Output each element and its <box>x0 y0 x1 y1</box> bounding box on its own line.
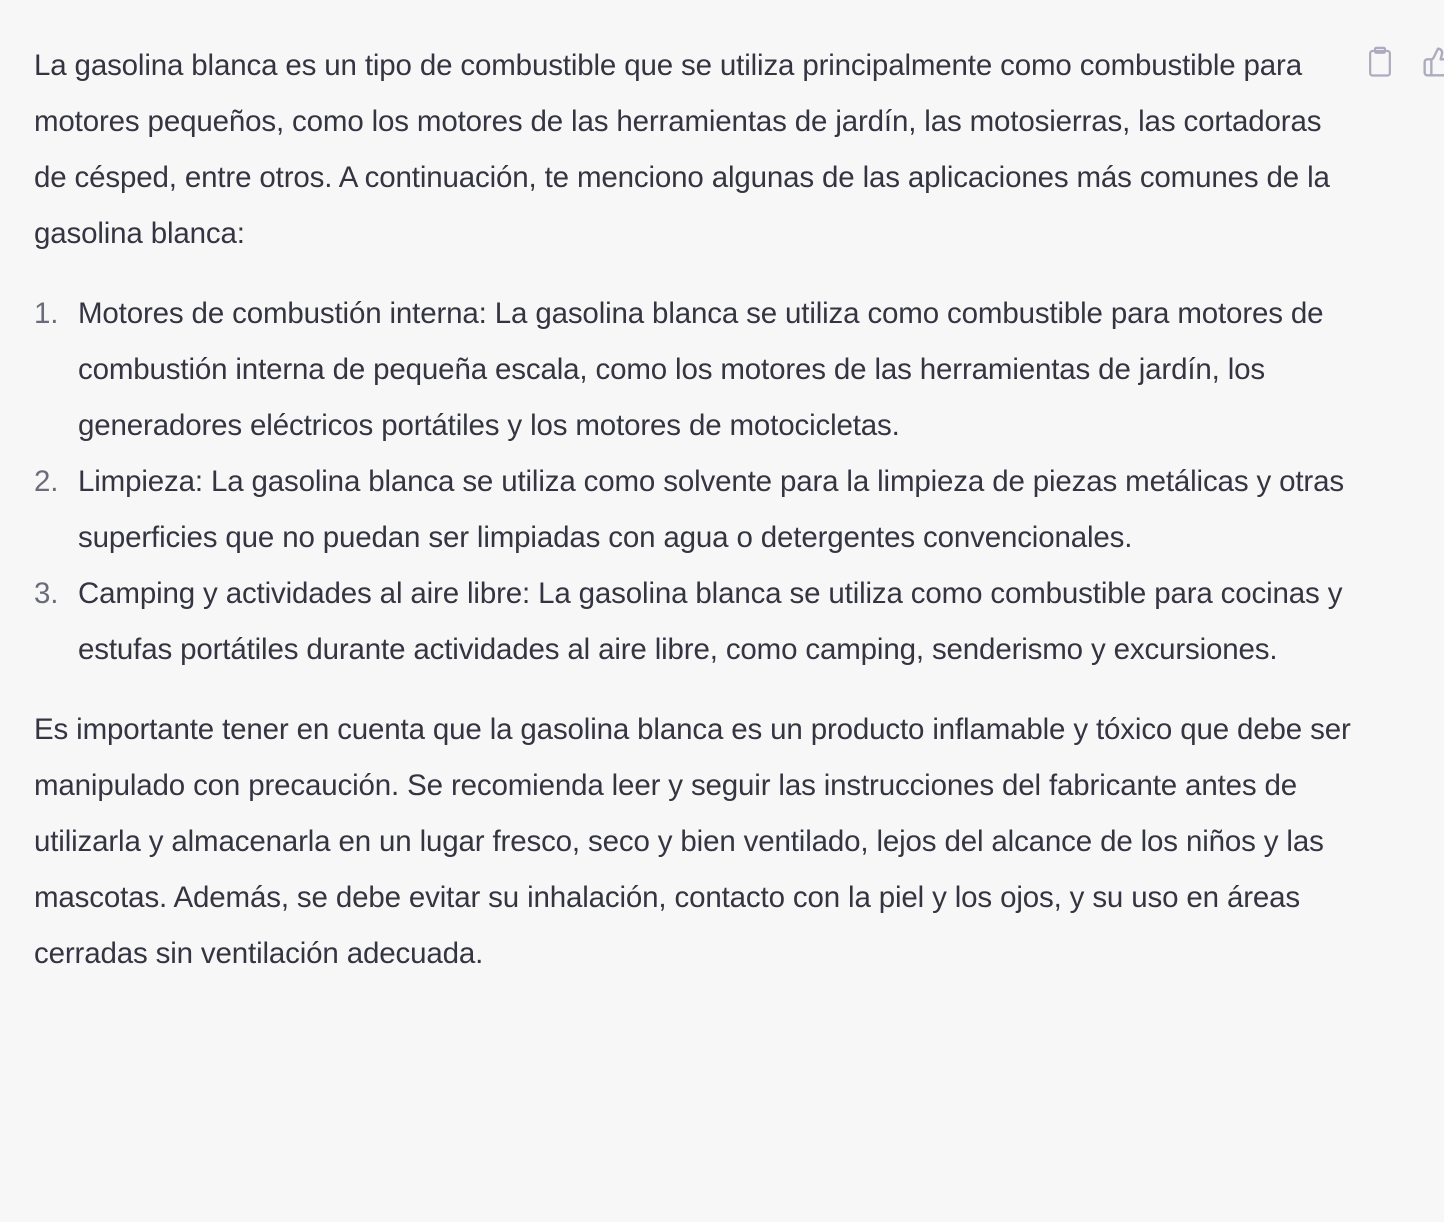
list-item-text: Limpieza: La gasolina blanca se utiliza como solvente para la limpieza de piezas metálicas y otras superficies que no puedan ser limpiadas con agua o detergentes convencionales. <box>78 465 1344 554</box>
list-item-text: Camping y actividades al aire libre: La gasolina blanca se utiliza como combustible para cocinas y estufas portátiles durante actividades al aire libre, como camping, senderismo y excursiones. <box>78 577 1343 666</box>
list-item-number: 3. <box>34 577 59 610</box>
list-item-number: 2. <box>34 465 59 498</box>
conclusion-paragraph: Es importante tener en cuenta que la gasolina blanca es un producto inflamable y tóxico que debe ser manipulado con precaución. Se recomienda leer y seguir las instrucciones del fabricante antes de utilizarla y almacenarla en un lugar fresco, seco y bien ventilado, lejos del alcance de los niños y las mascotas. Además, se debe evitar su inhalación, contacto con la piel y los ojos, y su uso en áreas cerradas sin ventilación adecuada. <box>34 713 1351 970</box>
list-item <box>34 454 1354 566</box>
copy-button[interactable] <box>1362 44 1398 80</box>
thumbs-up-icon <box>1422 46 1444 78</box>
applications-list <box>34 286 1354 678</box>
clipboard-icon <box>1365 46 1395 78</box>
message-actions <box>1362 44 1444 80</box>
list-item <box>34 566 1354 678</box>
list-item-number: 1. <box>34 297 59 330</box>
thumbs-up-button[interactable] <box>1420 44 1444 80</box>
assistant-message <box>34 38 1354 982</box>
list-item <box>34 286 1354 454</box>
list-item-text: Motores de combustión interna: La gasolina blanca se utiliza como combustible para motores de combustión interna de pequeña escala, como los motores de las herramientas de jardín, los generadores eléctricos portátiles y los motores de motocicletas. <box>78 297 1324 442</box>
intro-paragraph: La gasolina blanca es un tipo de combustible que se utiliza principalmente como combustible para motores pequeños, como los motores de las herramientas de jardín, las motosierras, las cortadoras de césped, entre otros. A continuación, te menciono algunas de las aplicaciones más comunes de la gasolina blanca: <box>34 49 1330 250</box>
